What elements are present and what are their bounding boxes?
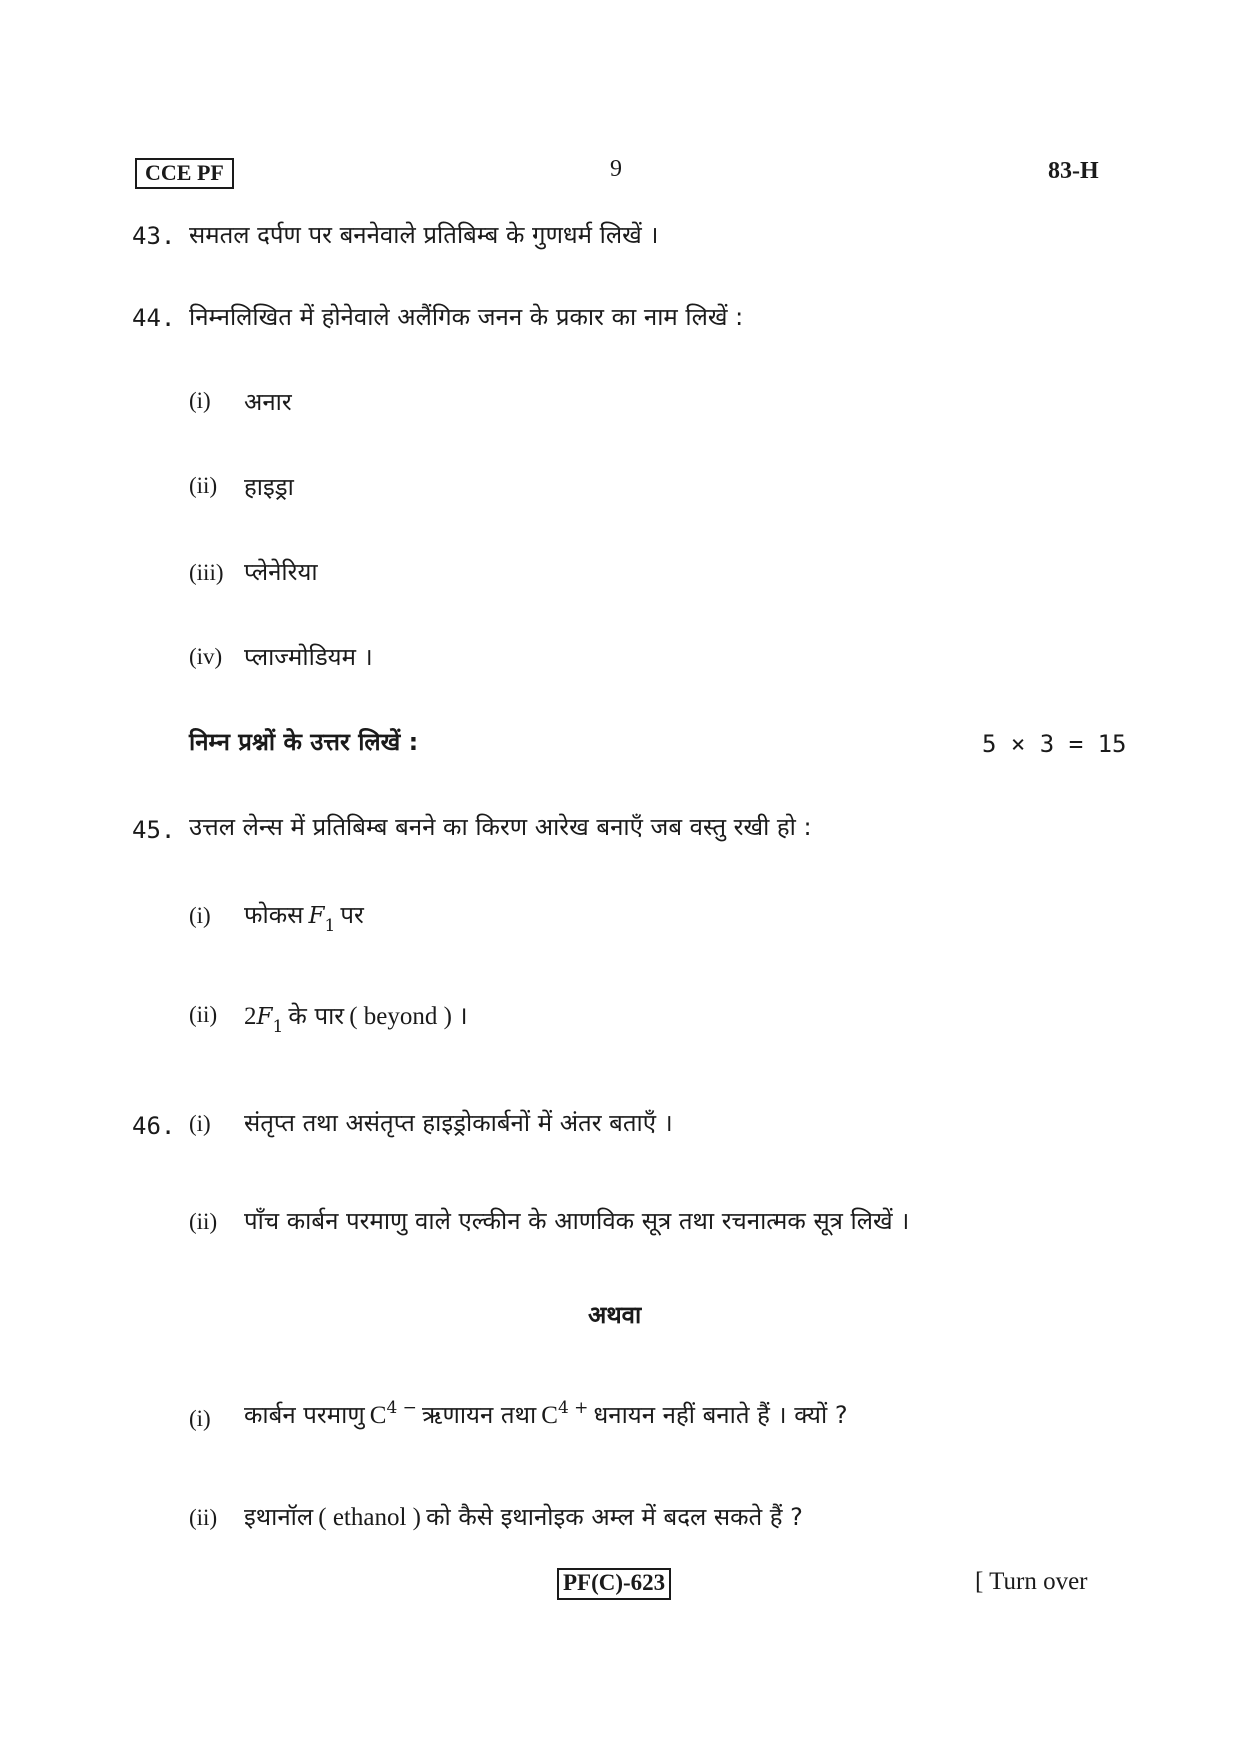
q46-alt-item-ii [244, 1500, 803, 1533]
section-marks: 5 × 3 = 15 [982, 730, 1127, 758]
anion-charge: 4 − [386, 1398, 417, 1418]
q44-item-text: प्लाज्मोडियम । [244, 643, 373, 671]
q45-item-i [244, 898, 364, 936]
section-instruction: निम्न प्रश्नों के उत्तर लिखें : [189, 728, 419, 756]
focus-coefficient: 2 [244, 1003, 257, 1030]
q46-item-label: (i) [189, 1111, 211, 1136]
q44-item-label: (ii) [189, 473, 218, 498]
q46-i-text: संतृप्त तथा असंतृप्त हाइड्रोकार्बनों में अंतर बताएँ । [244, 1109, 673, 1137]
q44-item-label: (iv) [189, 644, 223, 669]
q45-ii-english: ( beyond ) । [349, 1003, 468, 1030]
q45-i-suffix: पर [340, 901, 364, 929]
question-44-text: निम्नलिखित में होनेवाले अलैंगिक जनन के प्रकार का नाम लिखें : [189, 303, 744, 331]
q46-alt-ii-english: ( ethanol ) [318, 1504, 421, 1531]
q46-alt-ii-suffix: को कैसे इथानोइक अम्ल में बदल सकते हैं ? [426, 1503, 803, 1531]
focus-subscript: 1 [324, 916, 336, 936]
carbon-symbol: C [369, 1402, 387, 1429]
q46-alt-item-i [244, 1398, 848, 1431]
footer-paper-code: PF(C)-623 [557, 1568, 671, 1600]
q44-item-label: (iii) [189, 560, 224, 585]
page-number: 9 [610, 156, 622, 182]
question-43-text: समतल दर्पण पर बननेवाले प्रतिबिम्ब के गुणधर्म लिखें । [189, 221, 659, 249]
q45-item-label: (ii) [189, 1002, 218, 1027]
subject-code: 83-H [1048, 158, 1099, 184]
q46-alt-ii-prefix: इथानॉल [244, 1503, 314, 1531]
paper-series-box: CCE PF [135, 158, 234, 189]
question-number-46: 46. [132, 1112, 176, 1140]
q45-i-prefix: फोकस [244, 901, 304, 929]
q45-item-ii [244, 998, 468, 1037]
question-number-44: 44. [132, 304, 176, 332]
q46-alt-item-label: (ii) [189, 1505, 218, 1530]
q46-ii-text: पाँच कार्बन परमाणु वाले एल्कीन के आणविक सूत्र तथा रचनात्मक सूत्र लिखें । [244, 1207, 910, 1235]
focus-subscript: 1 [272, 1017, 284, 1037]
q44-item-text: प्लेनेरिया [244, 558, 318, 586]
q44-item-text: अनार [244, 388, 292, 416]
q46-alt-i-middle: ऋणायन तथा [422, 1401, 537, 1429]
q44-item-text: हाइड्रा [244, 473, 294, 501]
q46-item-label: (ii) [189, 1209, 218, 1234]
q46-alt-i-prefix: कार्बन परमाणु [244, 1401, 365, 1429]
or-divider: अथवा [588, 1301, 642, 1329]
q45-item-label: (i) [189, 903, 211, 928]
q45-ii-hindi: के पार [288, 1002, 345, 1030]
turn-over-note: [ Turn over [975, 1568, 1088, 1595]
question-number-45: 45. [132, 816, 176, 844]
question-45-text: उत्तल लेन्स में प्रतिबिम्ब बनने का किरण आरेख बनाएँ जब वस्तु रखी हो : [189, 813, 812, 841]
question-number-43: 43. [132, 222, 176, 250]
focus-symbol: F [256, 1004, 273, 1030]
cation-charge: 4 + [557, 1398, 589, 1418]
q44-item-label: (i) [189, 388, 211, 413]
q46-alt-item-label: (i) [189, 1406, 211, 1431]
carbon-symbol: C [541, 1402, 558, 1429]
q46-alt-i-suffix: धनायन नहीं बनाते हैं । क्यों ? [593, 1401, 848, 1429]
focus-symbol: F [308, 903, 325, 929]
